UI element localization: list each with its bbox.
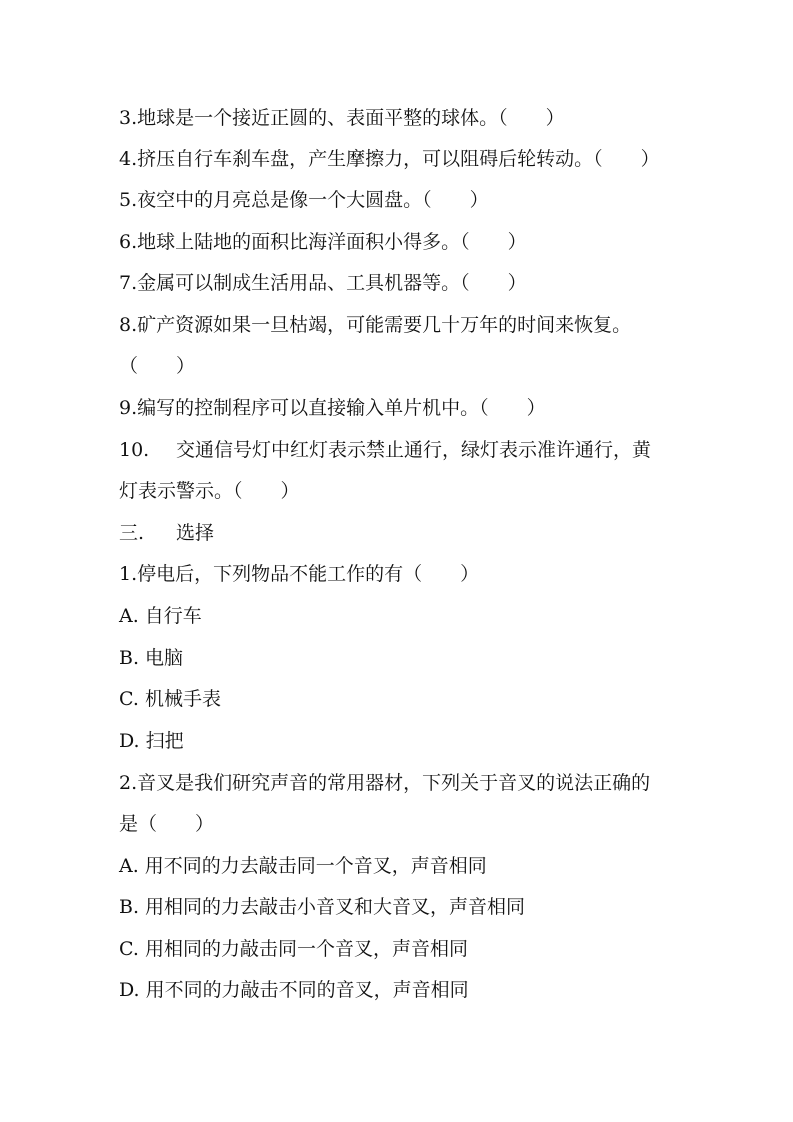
question-2-option-a: A. 用不同的力去敲击同一个音叉，声音相同 xyxy=(119,855,487,877)
judge-item-8: 8.矿产资源如果一旦枯竭，可能需要几十万年的时间来恢复。 xyxy=(119,314,632,336)
question-1-option-b: B. 电脑 xyxy=(119,647,184,669)
question-1-option-d: D. 扫把 xyxy=(119,730,184,752)
question-2-stem-line2: 是（ ） xyxy=(119,813,215,835)
judge-item-5: 5.夜空中的月亮总是像一个大圆盘。（ ） xyxy=(119,189,489,211)
judge-item-4: 4.挤压自行车刹车盘，产生摩擦力，可以阻碍后轮转动。（ ） xyxy=(119,148,660,170)
section-title: 选择 xyxy=(176,522,215,544)
question-1-option-a: A. 自行车 xyxy=(119,605,202,627)
judge-item-10-line1: 交通信号灯中红灯表示禁止通行，绿灯表示准许通行，黄 xyxy=(176,439,652,461)
question-2-option-c: C. 用相同的力敲击同一个音叉，声音相同 xyxy=(119,938,468,960)
section-number: 三. xyxy=(119,522,145,544)
judge-item-7: 7.金属可以制成生活用品、工具机器等。（ ） xyxy=(119,272,527,294)
judge-item-3: 3.地球是一个接近正圆的、表面平整的球体。（ ） xyxy=(119,107,565,129)
judge-item-6: 6.地球上陆地的面积比海洋面积小得多。（ ） xyxy=(119,231,527,253)
question-1-stem: 1.停电后，下列物品不能工作的有（ ） xyxy=(119,563,480,585)
question-2-stem-line1: 2.音叉是我们研究声音的常用器材，下列关于音叉的说法正确的 xyxy=(119,772,651,794)
judge-item-10-line2: 灯表示警示。（ ） xyxy=(119,480,300,502)
judge-item-8-blank: （ ） xyxy=(119,355,196,377)
judge-item-9: 9.编写的控制程序可以直接输入单片机中。（ ） xyxy=(119,397,546,419)
question-2-option-b: B. 用相同的力去敲击小音叉和大音叉，声音相同 xyxy=(119,896,526,918)
judge-item-10-number: 10. xyxy=(119,439,150,461)
question-2-option-d: D. 用不同的力敲击不同的音叉，声音相同 xyxy=(119,979,469,1001)
question-1-option-c: C. 机械手表 xyxy=(119,688,221,710)
